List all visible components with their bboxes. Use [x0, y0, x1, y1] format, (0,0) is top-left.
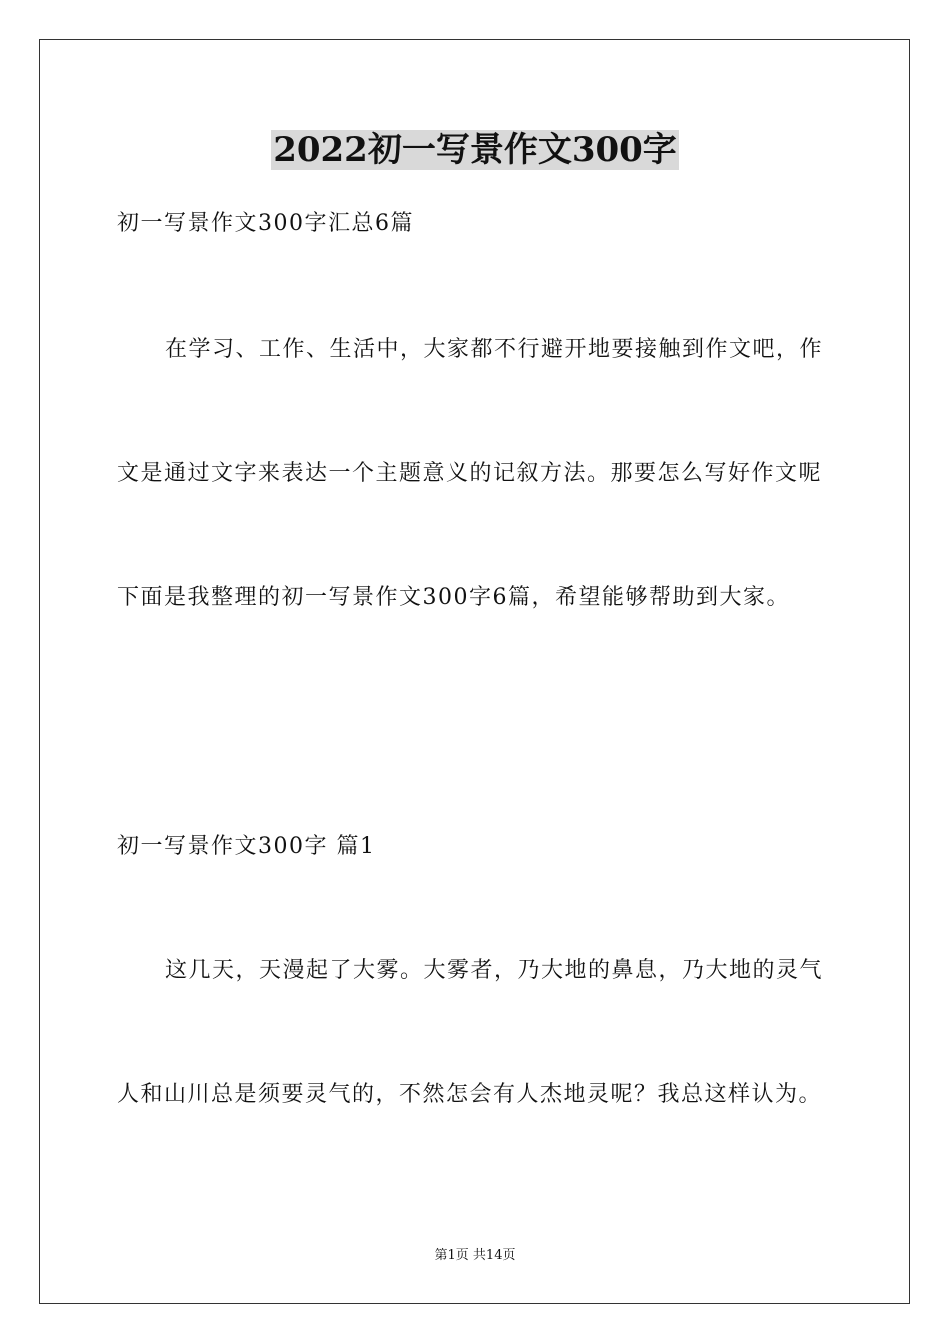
paragraph-line: 在学习、工作、生活中，大家都不行避开地要接触到作文吧，作: [165, 337, 824, 362]
paragraph-line: 文是通过文字来表达一个主题意义的记叙方法。那要怎么写好作文呢: [117, 461, 823, 486]
paragraph-line: 下面是我整理的初一写景作文300字6篇，希望能够帮助到大家。: [117, 585, 790, 610]
section-heading: 初一写景作文300字 篇1: [117, 834, 376, 859]
subtitle-line: 初一写景作文300字汇总6篇: [117, 211, 414, 236]
document-title-text: 2022初一写景作文300字: [273, 130, 677, 170]
page-footer: 第1页 共14页: [434, 1248, 516, 1263]
paragraph-line: 这几天，天漫起了大雾。大雾者，乃大地的鼻息，乃大地的灵气: [165, 958, 824, 983]
document-title: [0, 128, 950, 172]
paragraph-line: 人和山川总是须要灵气的，不然怎会有人杰地灵呢？我总这样认为。: [117, 1082, 823, 1107]
